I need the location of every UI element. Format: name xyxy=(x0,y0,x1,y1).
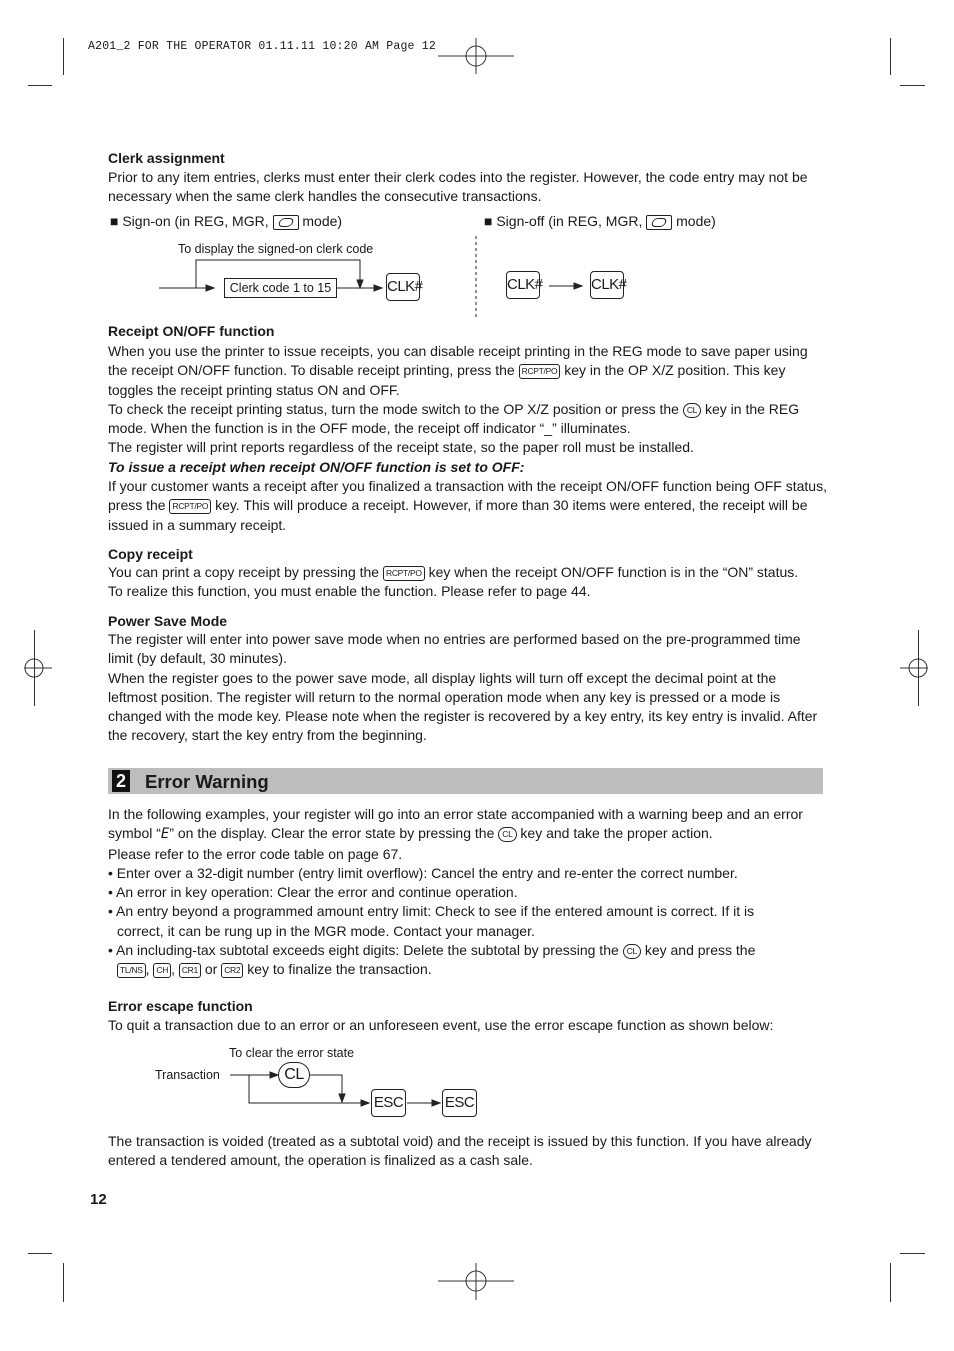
receipt-italic-heading: To issue a receipt when receipt ON/OFF function is set to OFF: xyxy=(108,458,525,475)
escape-body: To quit a transaction due to an error or an unforeseen event, use the error escape function as shown below: xyxy=(108,1017,774,1033)
power-body: The register will enter into power save mode when no entries are performed based on the pre-programmed time limit (by default, 30 minutes). When the register goes to the power save mode, all display lights will turn off except the decimal point at the leftmost position. The register will return to the normal operation mode when any key is pressed or a mode is changed with the mode key. Please note when the register is recovered by a key entry, its key entry is invalid. After the recovery, start the key entry from the beginning. xyxy=(108,631,818,744)
error-symbol: E xyxy=(160,826,170,843)
transaction-label: Transaction xyxy=(155,1068,220,1082)
cl-key-icon: CL xyxy=(623,944,641,959)
cr1-key-icon: CR1 xyxy=(179,963,201,978)
signoff-label: ■ Sign-off (in REG, MGR, mode) xyxy=(484,213,716,229)
page-number: 12 xyxy=(90,1191,107,1208)
section-number: 2 xyxy=(112,770,130,792)
receipt-heading: Receipt ON/OFF function xyxy=(108,323,275,339)
clk-key: CLK# xyxy=(506,271,540,299)
cl-key-icon: CL xyxy=(498,827,516,842)
tlns-key-icon: TL/NS xyxy=(117,963,146,978)
copy-body: You can print a copy receipt by pressing the RCPT/PO key when the receipt ON/OFF function is in the “ON” status. To realize this function, you must enable the function. Please refer to page 44. xyxy=(108,564,799,600)
signon-note: To display the signed-on clerk code xyxy=(178,242,374,256)
cr2-key-icon: CR2 xyxy=(221,963,243,978)
section-title: Error Warning xyxy=(145,771,269,792)
ch-key-icon: CH xyxy=(153,963,171,978)
escape-result: The transaction is voided (treated as a subtotal void) and the receipt is issued by this function. If you have already entered a tendered amount, the operation is finalized as a cash sale. xyxy=(108,1133,812,1169)
escape-heading: Error escape function xyxy=(108,998,253,1014)
error-body: In the following examples, your register will go into an error state accompanied with a warning beep and an error symbol “E” on the display. Clear the error state by pressing the CL key and take the proper action. Please refer to the error code table on page 67. • Enter over a 32-digit number (entry limit overflow): Cancel the entry and re-enter the correct number. • An error in key operation: Clear the error and continue operation. • An entry beyond a programmed amount entry limit: Check to see if the entered amount is correct. If it is correct, it can be rung up in the MGR mode. Contact your manager. • An including-tax subtotal exceeds eight digits: Delete the subtotal by pressing the CL key and press the TL/NS , CH , CR1 or CR2 key to finalize the transaction. xyxy=(108,806,803,978)
rcpt-key-icon: RCPT/PO xyxy=(169,499,211,514)
copy-heading: Copy receipt xyxy=(108,546,193,562)
esc-key: ESC xyxy=(442,1089,477,1117)
esc-key: ESC xyxy=(371,1089,406,1117)
receipt-body: When you use the printer to issue receipts, you can disable receipt printing in the REG mode to save paper using the receipt ON/OFF function. To disable receipt printing, press the RCPT/PO key in the OP X/Z position. This key toggles the receipt printing status ON and OFF. To check the receipt printing status, turn the mode switch to the OP X/Z position or press the CL key in the REG mode. When the function is in the OFF mode, the receipt off indicator “_” illuminates. The register will print reports regardless of the receipt state, so the paper roll must be installed. To issue a receipt when receipt ON/OFF function is set to OFF: If your customer wants a receipt after you finalized a transaction with the receipt ON/OFF function being OFF status, press the RCPT/PO key. This will produce a receipt. However, if more than 30 items were entered, the receipt will be issued in a summary receipt. xyxy=(108,343,827,533)
escape-note: To clear the error state xyxy=(229,1046,355,1060)
clk-key: CLK# xyxy=(386,273,420,301)
power-heading: Power Save Mode xyxy=(108,613,228,629)
clerk-code-box: Clerk code 1 to 15 xyxy=(224,278,337,298)
cl-key: CL xyxy=(278,1062,310,1088)
clerk-body: Prior to any item entries, clerks must enter their clerk codes into the register. However, the code entry may not be necessary when the same clerk handles the consecutive transactions. xyxy=(108,169,808,205)
signon-label: ■ Sign-on (in REG, MGR, mode) xyxy=(110,213,343,229)
page-header: A201_2 FOR THE OPERATOR 01.11.11 10:20 AM Page 12 xyxy=(88,40,436,53)
rcpt-key-icon: RCPT/PO xyxy=(519,364,561,379)
clk-key: CLK# xyxy=(590,271,624,299)
rcpt-key-icon: RCPT/PO xyxy=(383,566,425,581)
cl-key-icon: CL xyxy=(683,403,701,418)
clerk-heading: Clerk assignment xyxy=(108,150,225,166)
